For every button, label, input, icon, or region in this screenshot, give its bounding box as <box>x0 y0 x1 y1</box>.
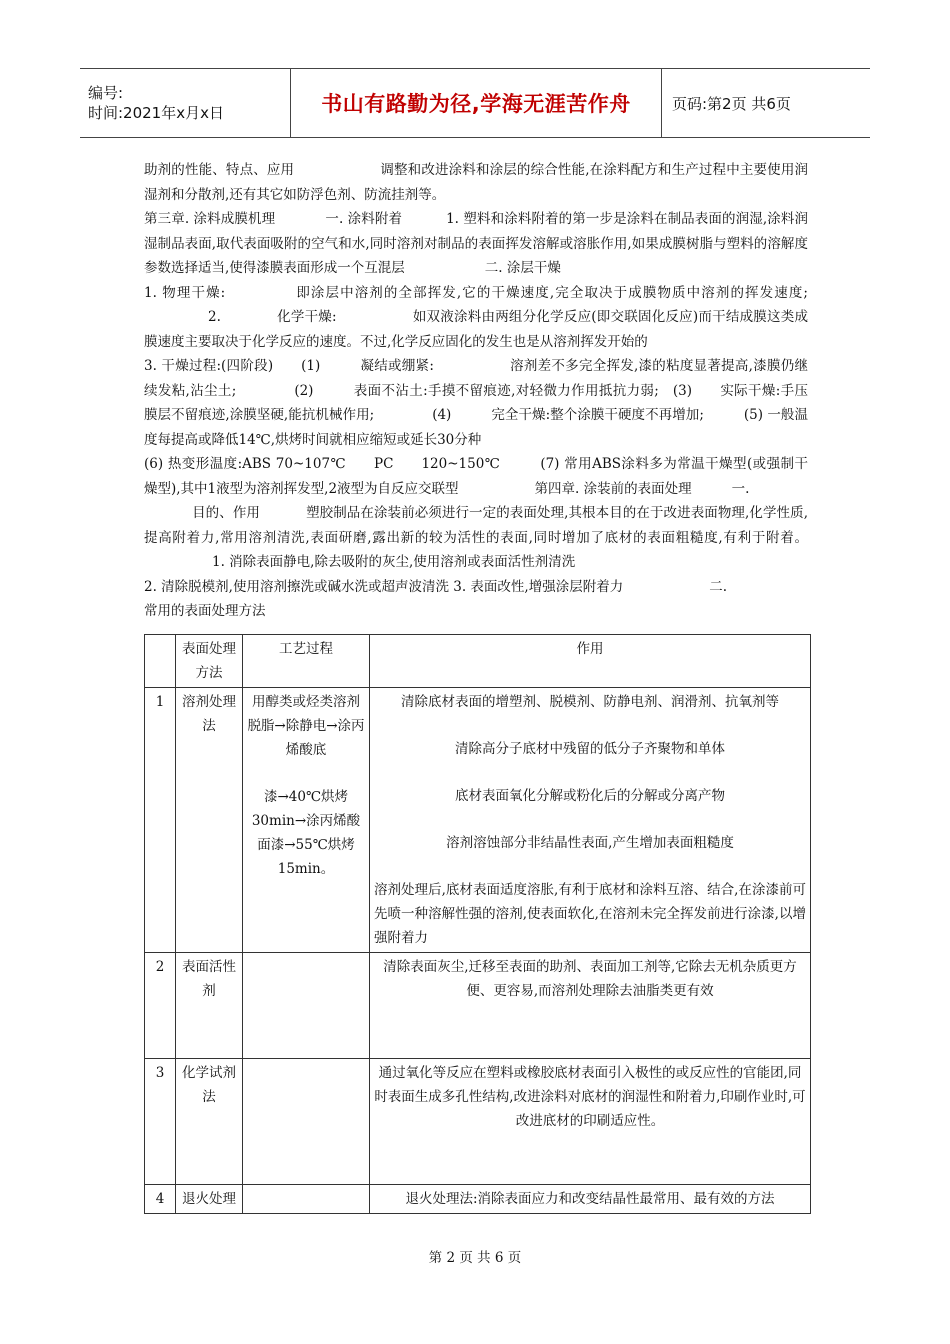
table-header-row <box>145 635 811 688</box>
effect-text: 底材表面氧化分解或粉化后的分解或分离产物 <box>455 788 725 804</box>
paragraph-heat-deformation <box>144 452 808 501</box>
header-cell: 工艺过程 <box>243 635 370 688</box>
paragraph-chapter3 <box>144 207 808 281</box>
surface-treatment-table <box>144 634 811 1214</box>
table-row <box>145 1059 811 1185</box>
header-page-code: 页码:第2页 共6页 <box>672 94 791 113</box>
text-segment: 表面不沾土:手摸不留痕迹,对轻微力作用抵抗力弱; <box>353 382 659 399</box>
process-cell <box>243 953 370 1059</box>
header-page-code-cell <box>662 69 870 137</box>
header-motto-cell <box>291 69 662 137</box>
text-segment: 助剂的性能、特点、应用 <box>144 162 295 178</box>
text-segment: 化学干燥: <box>276 309 337 325</box>
text-segment: (7) 常用ABS涂料多为常温干燥型(或强制干燥型),其中1液型为溶剂挥发型,2液型为自反应交联型 <box>144 456 808 497</box>
method-name: 表面活性剂 <box>176 953 243 1059</box>
paragraph-additives <box>144 158 808 207</box>
document-number-label: 编号: <box>88 84 124 102</box>
text-segment: 塑胶制品在涂装前必须进行一定的表面处理,其根本目的在于改进表面物理,化学性质,提高附着力,常用溶剂清洗,表面研磨,露出新的较为活性的表面,同时增加了底材的表面粗糙度,有利于附着。 <box>144 505 808 546</box>
chapter-heading: 第三章. 涂料成膜机理 <box>144 211 276 227</box>
header-cell: 表面处理方法 <box>176 635 243 688</box>
effect-cell: 通过氧化等反应在塑料或橡胶底材表面引入极性的或反应性的官能团,同时表面生成多孔性结构,改进涂料对底材的润湿性和附着力,印刷作业时,可改进底材的印刷适应性。 <box>370 1059 811 1185</box>
table-row <box>145 1185 811 1214</box>
text-segment: 2. 清除脱模剂,使用溶剂擦洗或碱水洗或超声波清洗 3. 表面改性,增强涂层附着力 <box>144 578 624 595</box>
page-footer: 第 2 页 共 6 页 <box>428 1250 522 1266</box>
text-segment: 3. 干燥过程:(四阶段) <box>144 358 274 374</box>
section-heading: 一. 涂料附着 <box>325 211 403 227</box>
header-cell <box>145 635 176 688</box>
method-name: 溶剂处理法 <box>176 688 243 953</box>
text-segment: 溶剂差不多完全挥发,漆的粘度显著提高,漆膜仍继续发粘,沾尘土; <box>144 358 808 399</box>
header-motto: 书山有路勤为径,学海无涯苦作舟 <box>321 92 631 116</box>
table-row <box>145 688 811 953</box>
row-number: 2 <box>145 953 176 1059</box>
text-segment: (6) 热变形温度:ABS 70~107℃ <box>144 456 347 472</box>
process-cell <box>243 1059 370 1185</box>
text-segment: 实际干燥:手压膜层不留痕迹,涂膜坚硬,能抗机械作用; <box>144 382 808 423</box>
text-segment: (4) <box>432 407 452 423</box>
text-segment: 1. 物理干燥: <box>144 284 226 301</box>
text-segment: 如双液涂料由两组分化学反应(即交联固化反应)而干结成膜这类成膜速度主要取决于化学反应的速度。不过,化学反应固化的发生也是从溶剂挥发开始的 <box>144 309 808 350</box>
document-body <box>144 158 808 624</box>
text-segment: 2. <box>208 309 221 325</box>
row-number: 3 <box>145 1059 176 1185</box>
table-row <box>145 953 811 1059</box>
header-cell: 作用 <box>370 635 811 688</box>
text-segment: 1. 塑料和涂料附着的第一步是涂料在制品表面的润湿,涂料润湿制品表面,取代表面吸附的空气和水,同时溶剂对制品的表面挥发溶解或溶胀作用,如果成膜树脂与塑料的溶解度参数选择适当,使得漆膜表面形成一个互混层 <box>144 211 808 276</box>
process-text: 用醇类或烃类溶剂脱脂→除静电→涂丙烯酸底 <box>247 694 365 758</box>
process-cell <box>243 688 370 953</box>
paragraph-purpose <box>144 501 808 575</box>
header-meta <box>80 69 291 137</box>
text-segment: 1. 消除表面静电,除去吸附的灰尘,使用溶剂或表面活性剂清洗 <box>212 554 576 570</box>
section-heading: 一. <box>731 480 750 497</box>
text-segment: 完全干燥:整个涂膜干硬度不再增加; <box>491 407 704 423</box>
section-heading: 二. <box>709 578 728 595</box>
paragraph-drying-types <box>144 281 808 355</box>
text-segment: (1) <box>301 358 321 374</box>
process-cell <box>243 1185 370 1214</box>
page-header <box>80 68 870 138</box>
section-heading: 常用的表面处理方法 <box>144 603 266 619</box>
text-segment: PC <box>374 456 394 472</box>
process-text: 漆→40℃烘烤30min→涂丙烯酸面漆→55℃烘烤15min。 <box>251 789 361 877</box>
effect-cell: 退火处理法:消除表面应力和改变结晶性最常用、最有效的方法 <box>370 1185 811 1214</box>
text-segment: 调整和改进涂料和涂层的综合性能,在涂料配方和生产过程中主要使用润湿剂和分散剂,还有其它如防浮色剂、防流挂剂等。 <box>144 162 808 203</box>
effect-cell: 清除表面灰尘,迁移至表面的助剂、表面加工剂等,它除去无机杂质更方便、更容易,而溶剂处理除去油脂类更有效 <box>370 953 811 1059</box>
effect-text: 溶剂处理后,底材表面适度溶胀,有利于底材和涂料互溶、结合,在涂漆前可先喷一种溶解性强的溶剂,使表面软化,在溶剂未完全挥发前进行涂漆,以增强附着力 <box>374 882 806 946</box>
row-number: 4 <box>145 1185 176 1214</box>
document-time-label: 时间:2021年x月x日 <box>88 104 224 122</box>
effect-text: 溶剂溶蚀部分非结晶性表面,产生增加表面粗糙度 <box>446 835 734 851</box>
row-number: 1 <box>145 688 176 953</box>
effect-text: 清除高分子底材中残留的低分子齐聚物和单体 <box>455 741 725 757</box>
text-segment: 120~150℃ <box>421 456 501 472</box>
effect-cell <box>370 688 811 953</box>
paragraph-mold-release <box>144 575 808 600</box>
effect-text: 清除底材表面的增塑剂、脱模剂、防静电剂、润滑剂、抗氧剂等 <box>401 694 779 710</box>
paragraph-methods-title <box>144 599 808 624</box>
text-segment: (2) <box>294 382 314 399</box>
paragraph-drying-process <box>144 354 808 452</box>
section-heading: 目的、作用 <box>192 505 260 521</box>
chapter-heading: 第四章. 涂装前的表面处理 <box>534 480 692 497</box>
text-segment: (3) <box>672 382 692 399</box>
section-heading: 二. 涂层干燥 <box>484 260 561 276</box>
text-segment: 即涂层中溶剂的全部挥发,它的干燥速度,完全取决于成膜物质中溶剂的挥发速度; <box>295 284 808 301</box>
method-name: 退火处理 <box>176 1185 243 1214</box>
text-segment: 凝结或绷紧: <box>360 358 434 374</box>
text-segment: (5) 一般温度每提高或降低14℃,烘烤时间就相应缩短或延长30分种 <box>144 407 808 448</box>
method-name: 化学试剂法 <box>176 1059 243 1185</box>
